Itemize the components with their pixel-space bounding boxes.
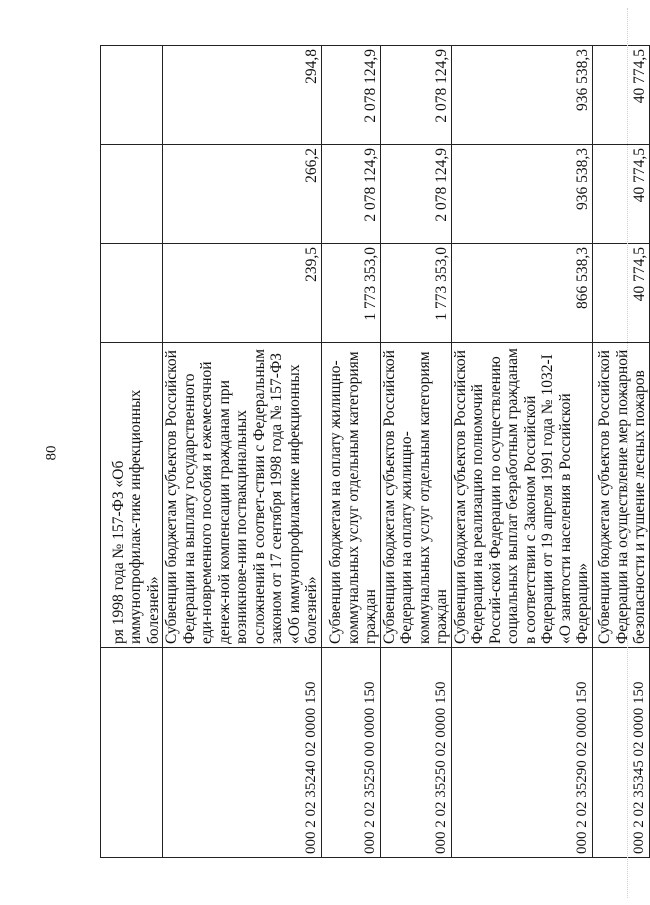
table-row	[451, 46, 592, 858]
value-year2-cell	[101, 145, 163, 244]
value-year3-cell	[101, 46, 163, 145]
value-year1-cell: 866 538,3	[451, 244, 592, 343]
table-row	[163, 46, 322, 858]
description-cell: Субвенции бюджетам субъектов Российской Федерации на реализацию полномочий Россий-ской Федерации по осуществлению социальных выплат безработным гражданам в соответствии с Законом Российской Федерации от 19 апреля 1991 года № 1032-I «О занятости населения в Российской Федерации»	[451, 343, 592, 648]
value-year1-cell: 40 774,5	[592, 244, 649, 343]
value-year2-cell: 2 078 124,9	[380, 145, 451, 244]
budget-code-cell: 000 2 02 35345 02 0000 150	[592, 648, 649, 858]
value-year1-cell: 1 773 353,0	[321, 244, 380, 343]
value-year2-cell: 266,2	[163, 145, 322, 244]
budget-code-cell: 000 2 02 35250 02 0000 150	[380, 648, 451, 858]
table-row	[380, 46, 451, 858]
value-year3-cell: 2 078 124,9	[380, 46, 451, 145]
description-cell: Субвенции бюджетам субъектов Российской Федерации на выплату государственного еди-новременного пособия и ежемесячной денеж-ной компенсации гражданам при возникнове-нии поствакцинальных осложнений в соответ-ствии с Федеральным законом от 17 сентября 1998 года № 157-ФЗ «Об иммунопрофилактике инфекционных болезней»	[163, 343, 322, 648]
value-year3-cell: 2 078 124,9	[321, 46, 380, 145]
page-number: 80	[43, 445, 60, 461]
description-cell: Субвенции бюджетам субъектов Российской Федерации на осуществление мер пожарной безопасности и тушение лесных пожаров	[592, 343, 649, 648]
description-cell: ря 1998 года № 157-ФЗ «Об иммунопрофилак-тике инфекционных болезней»	[101, 343, 163, 648]
value-year3-cell: 40 774,5	[592, 46, 649, 145]
rotated-table-container	[100, 46, 648, 858]
value-year2-cell: 2 078 124,9	[321, 145, 380, 244]
budget-code-cell: 000 2 02 35290 02 0000 150	[451, 648, 592, 858]
scan-margin-line	[621, 8, 628, 898]
budget-code-cell	[101, 648, 163, 858]
description-cell: Субвенции бюджетам на оплату жилищно-коммунальных услуг отдельным категориям граждан	[321, 343, 380, 648]
value-year1-cell	[101, 244, 163, 343]
value-year3-cell: 294,8	[163, 46, 322, 145]
budget-table	[100, 45, 650, 858]
value-year1-cell: 239,5	[163, 244, 322, 343]
budget-code-cell: 000 2 02 35240 02 0000 150	[163, 648, 322, 858]
value-year1-cell: 1 773 353,0	[380, 244, 451, 343]
description-cell: Субвенции бюджетам субъектов Российской Федерации на оплату жилищно-коммунальных услуг отдельным категориям граждан	[380, 343, 451, 648]
value-year2-cell: 936 538,3	[451, 145, 592, 244]
table-row	[321, 46, 380, 858]
table-row	[101, 46, 163, 858]
value-year2-cell: 40 774,5	[592, 145, 649, 244]
value-year3-cell: 936 538,3	[451, 46, 592, 145]
budget-code-cell: 000 2 02 35250 00 0000 150	[321, 648, 380, 858]
